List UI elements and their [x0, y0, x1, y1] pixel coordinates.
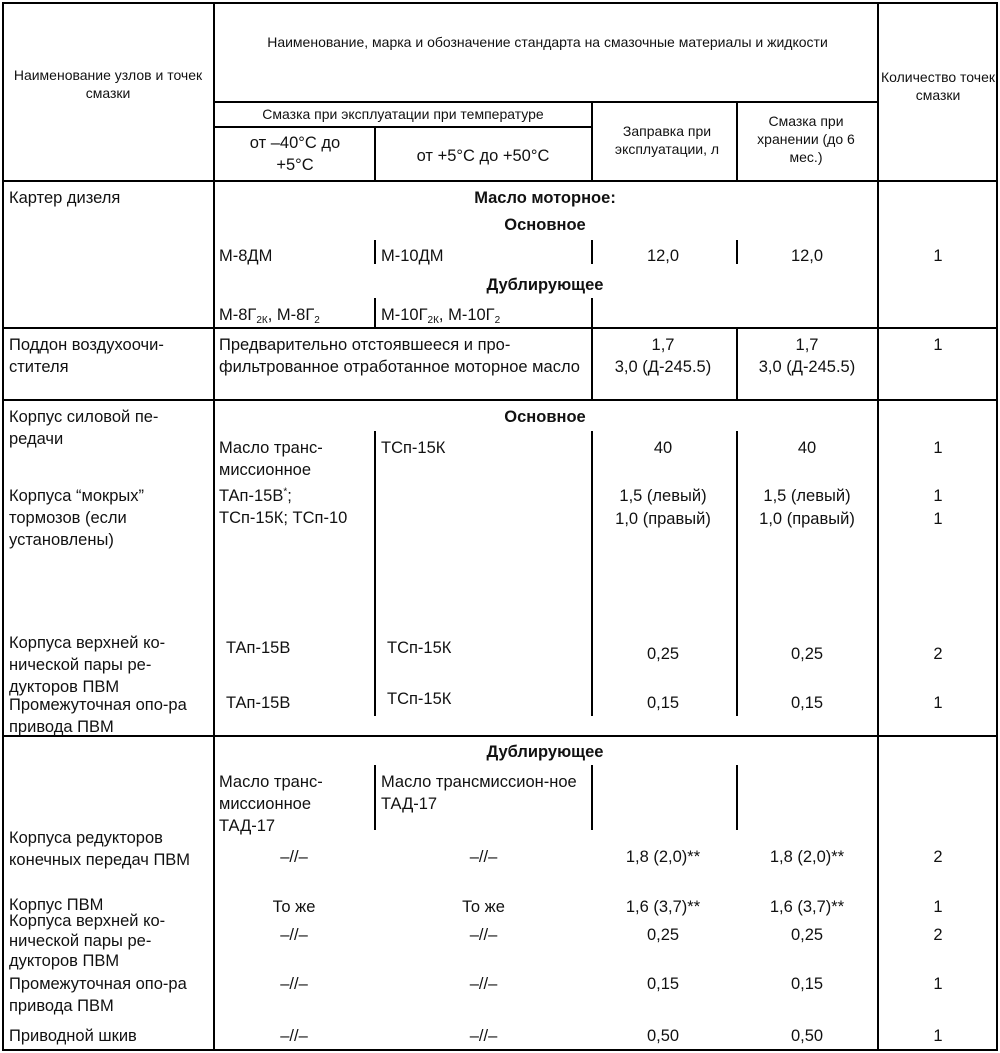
trans-r2-low-c: ТСп-15К; ТСп-10 — [219, 509, 348, 527]
dup-r4-count: 1 — [933, 975, 943, 993]
trans-col-fill — [591, 431, 593, 716]
dup-r2-high: То же — [462, 898, 505, 916]
dup-r5-fill: 0,50 — [646, 1027, 680, 1045]
trans-r2-fill-1: 1,5 (левый) — [619, 487, 707, 505]
header-storage: Смазка при хранении (до 6 мес.) — [757, 113, 855, 165]
air-store-1: 1,7 — [795, 336, 819, 354]
air-fill-1: 1,7 — [651, 336, 675, 354]
header-sub-line — [213, 101, 879, 103]
motor-dup-high — [381, 304, 500, 326]
header-col-temp-split — [374, 127, 376, 181]
tick-motor-1b — [591, 240, 593, 264]
trans-r2-low-b: ; — [287, 487, 292, 505]
air-fill-2: 3,0 (Д-245.5) — [614, 358, 712, 376]
motor-r1-high: М-10ДМ — [381, 247, 444, 265]
trans-r2-fill-2: 1,0 (правый) — [615, 510, 711, 528]
border-bottom — [2, 1049, 998, 1051]
dup-r4-high: –//– — [469, 975, 498, 993]
header-count: Количество точек смазки — [880, 69, 995, 103]
dup-r5-low: –//– — [280, 1027, 308, 1045]
dup-r5-count: 1 — [933, 1027, 943, 1045]
motor-r1-count: 1 — [933, 247, 943, 265]
trans-r2-count-2: 1 — [933, 510, 943, 528]
trans-r2-store-1: 1,5 (левый) — [763, 487, 851, 505]
trans-r2-low-a-text: ТАп-15В — [219, 487, 284, 505]
trans-r3-high: ТСп-15К — [387, 639, 452, 657]
trans-r4-store: 0,15 — [790, 694, 824, 712]
dup-r2-count: 1 — [933, 898, 943, 916]
trans-r2-store-2: 1,0 (правый) — [759, 510, 855, 528]
dup-r1-low: –//– — [280, 848, 308, 866]
header-col-fill — [591, 101, 593, 181]
air-name: Поддон воздухоочи-стителя — [9, 336, 164, 376]
dup-r1-count: 2 — [933, 848, 943, 866]
header-temp-high: от +5°C до +50°C — [416, 147, 550, 165]
air-oil: Предварительно отстоявшееся и про-фильтрованное отработанное моторное масло — [219, 336, 580, 376]
dup-r3-count: 2 — [933, 926, 943, 944]
header-temp-low: от –40°C до +5°C — [249, 134, 341, 174]
motor-dup-high-b-sub: 2 — [494, 315, 501, 326]
trans-col-split — [374, 431, 376, 716]
trans-r2-low-a-sup: * — [283, 486, 288, 498]
dup-r2-fill: 1,6 (3,7)** — [625, 898, 701, 916]
motor-dup-high-b: , М-10Г — [438, 306, 495, 324]
air-col-store — [736, 327, 738, 400]
dup-r3-high: –//– — [469, 926, 498, 944]
trans-r3-name: Корпуса верхней ко-нической пары ре-дукторов ПВМ — [9, 634, 166, 696]
motor-r1-low: М-8ДМ — [219, 247, 273, 265]
trans-r4-name: Промежуточная опо-ра привода ПВМ — [9, 696, 187, 736]
trans-r3-fill: 0,25 — [646, 645, 680, 663]
dup-r3-low: –//– — [280, 926, 308, 944]
trans-r1-high: ТСп-15К — [381, 439, 446, 457]
border-right — [996, 2, 998, 1051]
tick-motor-2b — [591, 298, 593, 328]
dup-oil-low: Масло транс-миссионное ТАД-17 — [219, 773, 323, 835]
air-col-fill — [591, 327, 593, 400]
dup-r4-fill: 0,15 — [646, 975, 680, 993]
header-col1: Наименование узлов и точек смазки — [13, 67, 203, 101]
tick-motor-1c — [736, 240, 738, 264]
air-bottom — [2, 399, 998, 401]
air-count: 1 — [933, 336, 943, 354]
trans-r2-name: Корпуса “мокрых” тормозов (если установлены) — [9, 487, 144, 549]
border-top — [2, 2, 998, 4]
motor-dup-low-a: М-8Г — [219, 306, 257, 324]
dup-r5-store: 0,50 — [790, 1027, 824, 1045]
trans-r4-count: 1 — [933, 694, 943, 712]
header-bottom — [2, 180, 998, 182]
trans-col-store — [736, 431, 738, 716]
trans-r3-store: 0,25 — [790, 645, 824, 663]
col-line-1 — [213, 2, 215, 1051]
trans-r3-low: ТАп-15В — [226, 639, 291, 657]
dup-r4-name: Промежуточная опо-ра привода ПВМ — [9, 975, 187, 1015]
motor-dup-low — [219, 304, 320, 326]
col-line-count — [877, 2, 879, 1051]
motor-title: Масло моторное: — [474, 189, 616, 207]
dup-col-store — [736, 765, 738, 830]
trans-main-label: Основное — [504, 408, 586, 426]
trans-r1-count: 1 — [933, 439, 943, 457]
tick-motor-1a — [374, 240, 376, 264]
header-col-store — [736, 101, 738, 181]
dup-r4-store: 0,15 — [790, 975, 824, 993]
motor-dup-high-a-sub: 2К — [427, 315, 439, 326]
header-fill: Заправка при эксплуатации, л — [614, 123, 720, 157]
border-left — [2, 2, 4, 1051]
dup-oil-high: Масло трансмиссион-ное ТАД-17 — [381, 773, 577, 813]
dup-r5-name: Приводной шкив — [9, 1027, 137, 1045]
motor-dup-low-a-sub: 2К — [256, 315, 268, 326]
tick-motor-2a — [374, 298, 376, 328]
dup-r2-name: Корпус ПВМ — [9, 896, 104, 914]
motor-dup-label: Дублирующее — [486, 276, 604, 294]
motor-main-label: Основное — [504, 216, 586, 234]
dup-col-split — [374, 765, 376, 830]
trans-r4-high: ТСп-15К — [387, 690, 452, 708]
dup-r1-store: 1,8 (2,0)** — [769, 848, 845, 866]
dup-r5-high: –//– — [469, 1027, 498, 1045]
trans-r3-count: 2 — [933, 645, 943, 663]
dup-r1-high: –//– — [469, 848, 498, 866]
trans-r1-store: 40 — [797, 439, 817, 457]
dup-r2-low: То же — [272, 898, 316, 916]
trans-r1-fill: 40 — [653, 439, 673, 457]
air-store-2: 3,0 (Д-245.5) — [758, 358, 856, 376]
dup-r3-store: 0,25 — [790, 926, 824, 944]
motor-dup-high-a: М-10Г — [381, 306, 428, 324]
trans-r1-low: Масло транс-миссионное — [219, 439, 323, 479]
dup-r2-store: 1,6 (3,7)** — [769, 898, 845, 916]
motor-bottom — [2, 327, 998, 329]
dup-label: Дублирующее — [486, 743, 604, 761]
dup-r4-low: –//– — [280, 975, 308, 993]
temp-sub-line — [213, 126, 592, 128]
header-main: Наименование, марка и обозначение стандарта на смазочные материалы и жидкости — [267, 34, 828, 50]
trans-r2-low-a — [219, 485, 292, 507]
header-temp-group: Смазка при эксплуатации при температуре — [262, 106, 544, 122]
motor-dup-low-b-sub: 2 — [314, 315, 320, 326]
trans-r4-low: ТАп-15В — [226, 694, 291, 712]
dup-r3-fill: 0,25 — [646, 926, 680, 944]
motor-r1-fill: 12,0 — [646, 247, 680, 265]
trans-r4-fill: 0,15 — [646, 694, 680, 712]
dup-col-fill — [591, 765, 593, 830]
trans-r1-name: Корпус силовой пе-редачи — [9, 408, 159, 448]
dup-r1-fill: 1,8 (2,0)** — [625, 848, 701, 866]
dup-r1-name: Корпуса редукторов конечных передач ПВМ — [9, 829, 191, 869]
motor-r1-name: Картер дизеля — [9, 189, 121, 207]
dup-r3-name: Корпуса верхней ко-нической пары ре-дукторов ПВМ — [9, 912, 166, 970]
motor-r1-store: 12,0 — [790, 247, 824, 265]
motor-dup-low-b: , М-8Г — [267, 306, 315, 324]
trans-r2-count-1: 1 — [933, 487, 943, 505]
